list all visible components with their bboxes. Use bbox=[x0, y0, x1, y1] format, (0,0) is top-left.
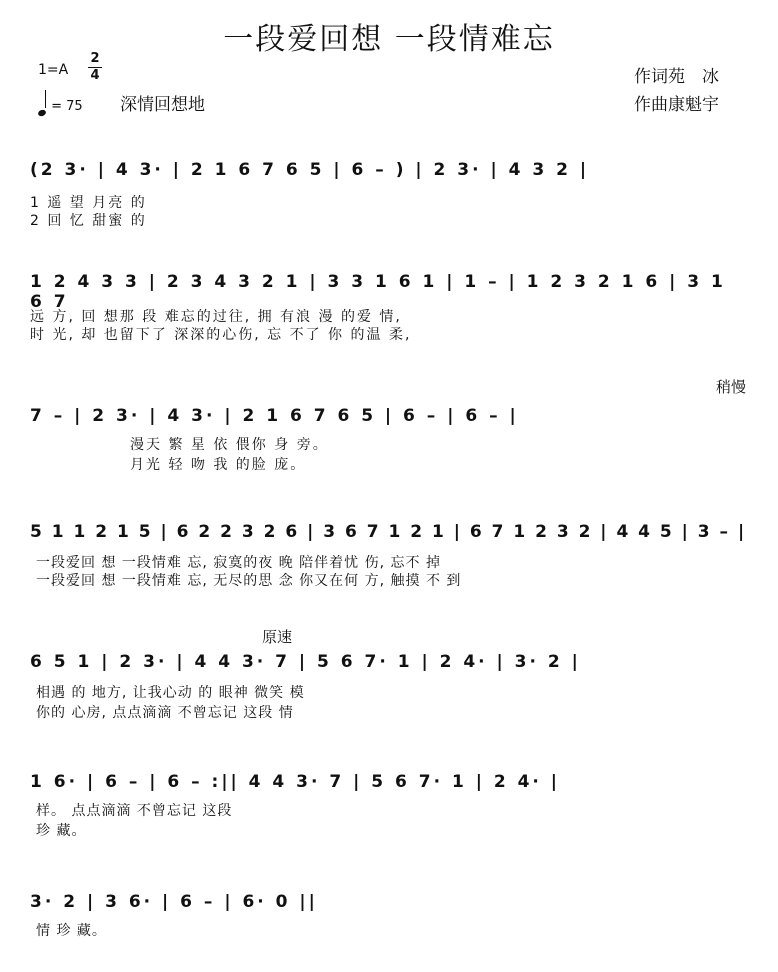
slow-down-marking: 稍慢 bbox=[716, 378, 747, 396]
notation: 5 1 1 2 1 5 | 6 2 2 3 2 6 | 3 6 7 1 2 1 | 6 7 1 2 3 2 | 4 4 5 | 3 – | bbox=[30, 522, 747, 542]
score-line-6 bbox=[30, 772, 748, 852]
score-line-3 bbox=[30, 406, 748, 486]
lyrics-verse-1: 情 珍 藏。 bbox=[36, 923, 107, 939]
original-tempo-marking: 原速 bbox=[262, 628, 293, 646]
song-title: 一段爱回想 一段情难忘 bbox=[223, 22, 555, 57]
quarter-note-icon bbox=[37, 109, 47, 117]
quarter-note-stem bbox=[45, 90, 46, 108]
score-line-4 bbox=[30, 522, 748, 602]
lyrics-verse-2: 月光 轻 吻 我 的脸 庞。 bbox=[130, 457, 307, 473]
score-line-7 bbox=[30, 892, 748, 972]
notation: 1 6· | 6 – | 6 – :|| 4 4 3· 7 | 5 6 7· 1 | 2 4· | bbox=[30, 772, 560, 792]
composer-credit: 作曲康魁宇 bbox=[634, 95, 719, 115]
lyrics-verse-1: 远 方, 回 想那 段 难忘的过往, 拥 有浪 漫 的爱 情, bbox=[30, 309, 402, 325]
notation: 7 – | 2 3· | 4 3· | 2 1 6 7 6 5 | 6 – | 6 – | bbox=[30, 406, 519, 426]
notation: 3· 2 | 3 6· | 6 – | 6· 0 || bbox=[30, 892, 318, 912]
notation: 1 2 4 3 3 | 2 3 4 3 2 1 | 3 3 1 6 1 | 1 – | 1 2 3 2 1 6 | 3 1 6 7 bbox=[30, 272, 726, 312]
time-signature-bottom: 4 bbox=[90, 68, 100, 83]
lyrics-verse-1: 样。 点点滴滴 不曾忘记 这段 bbox=[36, 803, 233, 819]
lyrics-verse-2: 你的 心房, 点点滴滴 不曾忘记 这段 情 bbox=[36, 705, 294, 721]
lyrics-verse-2: 2 回 忆 甜蜜 的 bbox=[30, 213, 147, 229]
time-signature bbox=[88, 52, 102, 83]
lyrics-verse-2: 时 光, 却 也留下了 深深的心伤, 忘 不了 你 的温 柔, bbox=[30, 327, 412, 343]
expression-marking: 深情回想地 bbox=[120, 95, 205, 115]
lyrics-verse-2: 珍 藏。 bbox=[36, 823, 87, 839]
lyrics-verse-1: 一段爱回 想 一段情难 忘, 寂寞的夜 晚 陪伴着忧 伤, 忘不 掉 bbox=[36, 555, 441, 571]
notation: 6 5 1 | 2 3· | 4 4 3· 7 | 5 6 7· 1 | 2 4· | 3· 2 | bbox=[30, 652, 581, 672]
lyrics-verse-2: 一段爱回 想 一段情难 忘, 无尽的思 念 你又在何 方, 触摸 不 到 bbox=[36, 573, 462, 589]
key-signature: 1=A bbox=[38, 62, 69, 78]
tempo-value: = 75 bbox=[51, 99, 83, 114]
score-line-5 bbox=[30, 652, 748, 732]
lyrics-verse-1: 1 遥 望 月亮 的 bbox=[30, 195, 147, 211]
time-signature-top: 2 bbox=[90, 51, 100, 66]
score-line-2 bbox=[30, 272, 748, 352]
score-line-1 bbox=[30, 160, 748, 240]
notation: (2 3· | 4 3· | 2 1 6 7 6 5 | 6 – ) | 2 3· | 4 3 2 | bbox=[30, 160, 590, 180]
tempo-marking bbox=[38, 92, 83, 114]
lyricist-credit: 作词苑 冰 bbox=[634, 67, 719, 87]
lyrics-verse-1: 漫天 繁 星 依 偎你 身 旁。 bbox=[130, 437, 329, 453]
lyrics-verse-1: 相遇 的 地方, 让我心动 的 眼神 微笑 模 bbox=[36, 685, 305, 701]
